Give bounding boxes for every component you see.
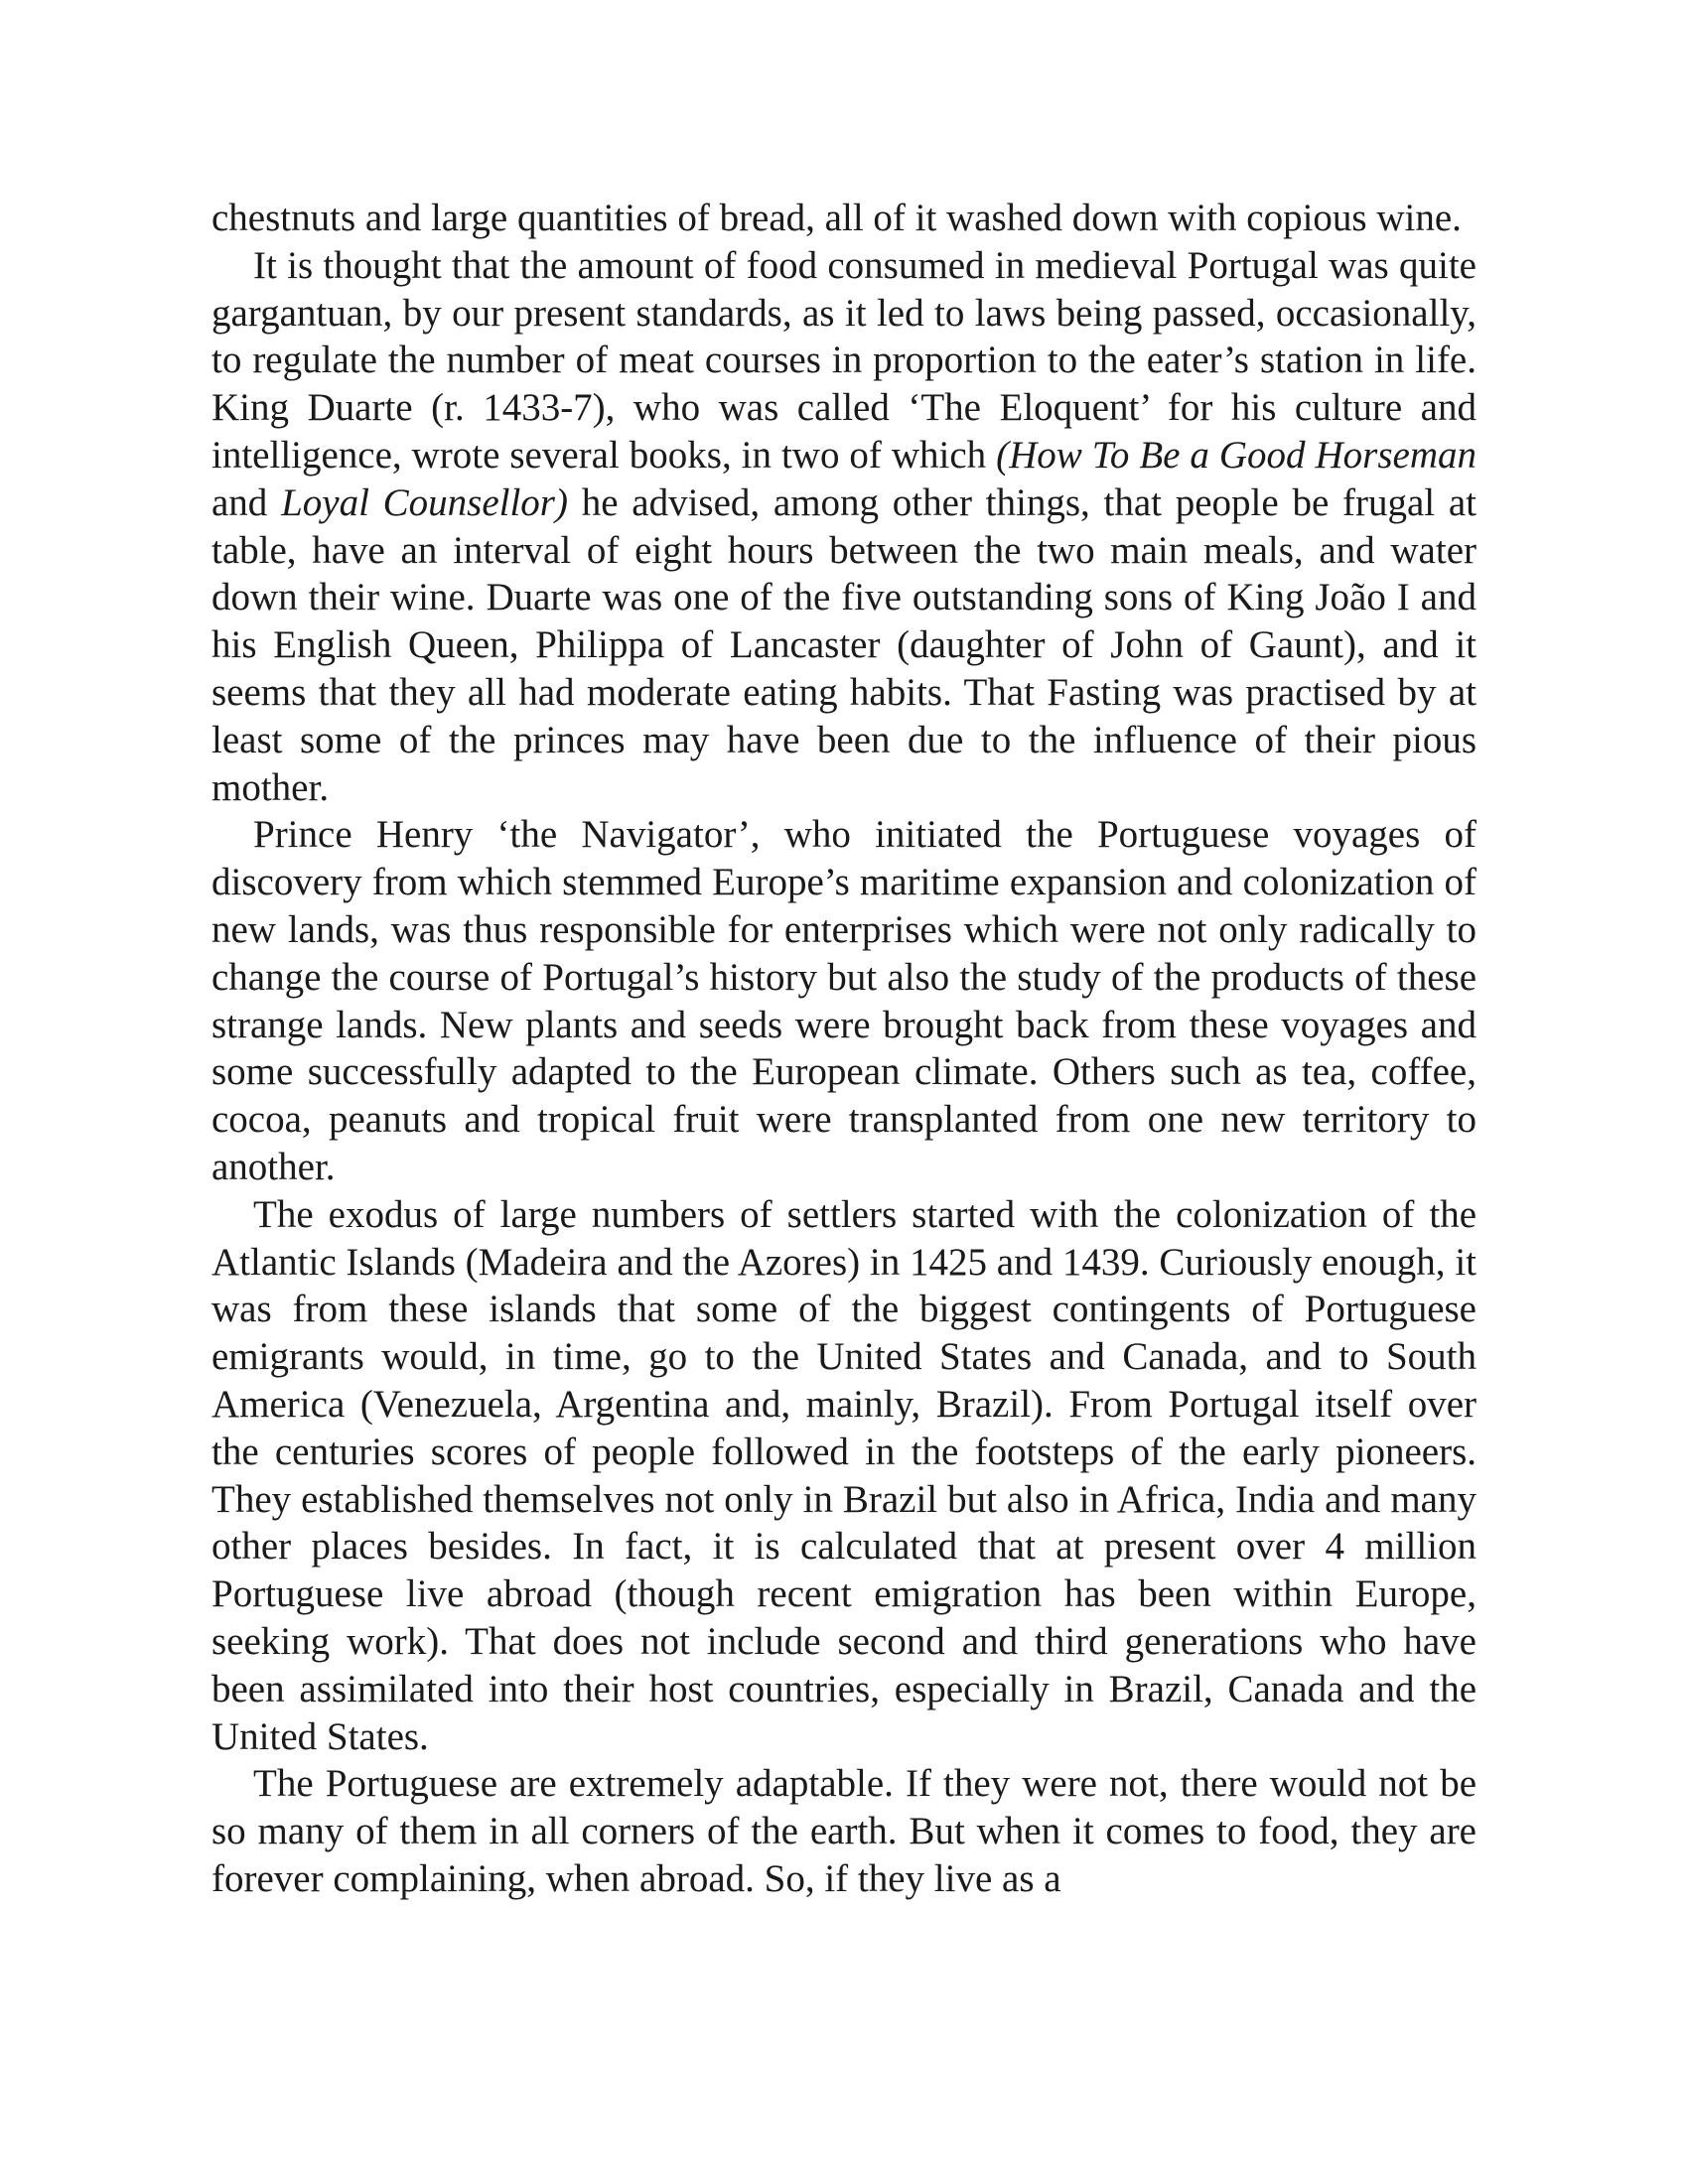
paragraph-4-text: The exodus of large numbers of settlers started with the colonization of the Atlantic Islands (Madeira and the Azores) in 1425 and 1439. Curiously enough, it was from these islands that some of the biggest contingents of Portuguese emigrants would, in time, go to the United States and Canada, and to South America (Venezuela, Argentina and, mainly, Brazil). From Portugal itself over the centuries scores of people followed in the footsteps of the early pioneers. They established themselves not only in Brazil but also in Africa, India and many other places besides. In fact, it is calculated that at present over 4 million Portuguese live abroad (though recent emigration has been within Europe, seeking work). That does not include second and third generations who have been assimilated into their host countries, especially in Brazil, Canada and the United States. [211, 1192, 1477, 1758]
paragraph-1-text: chestnuts and large quantities of bread, all of it washed down with copious wine. [211, 197, 1462, 239]
paragraph-1 [211, 195, 1477, 242]
page-body [211, 195, 1477, 1903]
book-title-counsellor: Loyal Counsellor) [281, 480, 568, 524]
paragraph-2-text: It is thought that the amount of food consumed in medieval Portugal was quite gargantuan, by our present standards, as it led to laws being passed, occasionally, to regulate the number of meat courses in proportion to the eater’s station in life. King Duarte (r. 1433-7), who was called ‘The Eloquent’ for his culture and intelligence, wrote several books, in two of which [211, 243, 1477, 477]
paragraph-3 [211, 811, 1477, 1190]
paragraph-5-text: The Portuguese are extremely adaptable. If they were not, there would not be so many of them in all corners of the earth. But when it comes to food, they are forever complaining, when abroad. So, if they live as a [211, 1762, 1477, 1900]
paragraph-2-text: and [211, 480, 282, 524]
paragraph-4 [211, 1191, 1477, 1761]
paragraph-5 [211, 1760, 1477, 1902]
paragraph-2-text: he advised, among other things, that people be frugal at table, have an interval of eight hours between the two main meals, and water down their wine. Duarte was one of the five outstanding sons of King João I and his English Queen, Philippa of Lancaster (daughter of John of Gaunt), and it seems that they all had moderate eating habits. That Fasting was practised by at least some of the princes may have been due to the influence of their pious mother. [211, 480, 1477, 809]
paragraph-3-text: Prince Henry ‘the Navigator’, who initiated the Portuguese voyages of discovery from which stemmed Europe’s maritime expansion and colonization of new lands, was thus responsible for enterprises which were not only radically to change the course of Portugal’s history but also the study of the products of these strange lands. New plants and seeds were brought back from these voyages and some successfully adapted to the European climate. Others such as tea, coffee, cocoa, peanuts and tropical fruit were transplanted from one new territory to another. [211, 813, 1477, 1188]
book-title-horseman: (How To Be a Good Horseman [996, 433, 1477, 477]
paragraph-2 [211, 242, 1477, 812]
